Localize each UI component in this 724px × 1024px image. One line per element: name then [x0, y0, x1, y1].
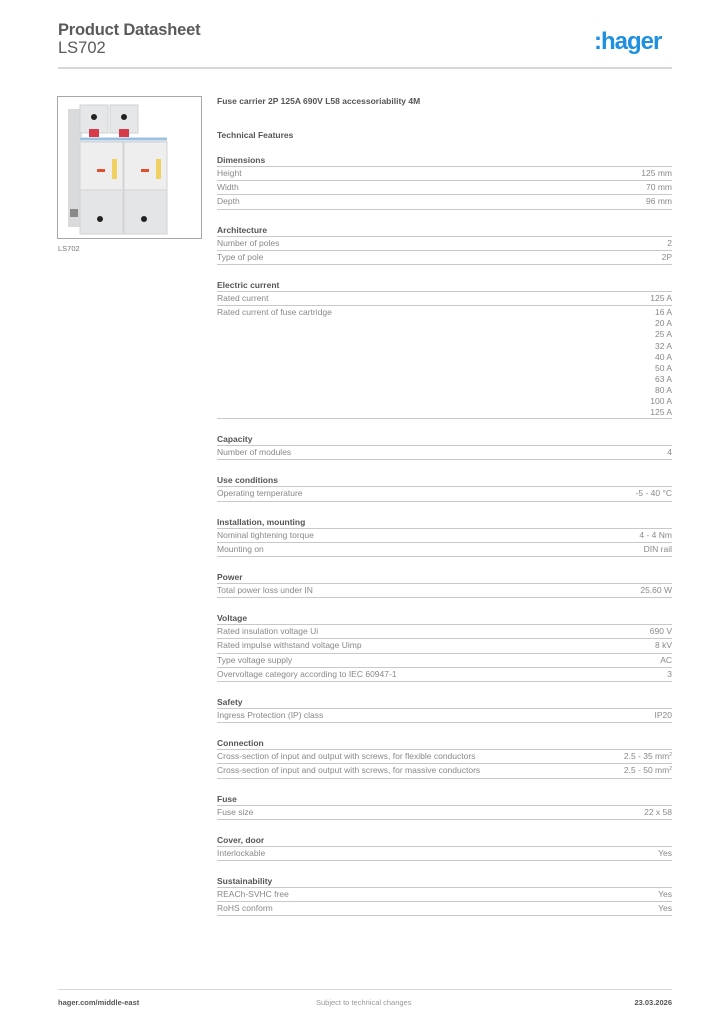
section-architecture	[217, 225, 672, 265]
section-electric-current	[217, 280, 672, 419]
spec-row: Depth 96 mm	[217, 195, 672, 209]
spec-row: Fuse size 22 x 58	[217, 806, 672, 820]
section-use-conditions	[217, 475, 672, 501]
spec-row: Ingress Protection (IP) class IP20	[217, 709, 672, 723]
spec-row: Cross-section of input and output with screws, for flexible conductors 2.5 - 35 $mm^2$	[217, 750, 672, 764]
page-title: Product Datasheet	[58, 21, 201, 39]
section-title: Voltage	[217, 613, 672, 625]
section-title: Dimensions	[217, 155, 672, 167]
spec-row: Rated impulse withstand voltage Uimp 8 kV	[217, 639, 672, 653]
spec-row: Width 70 mm	[217, 181, 672, 195]
spec-row: REACh-SVHC free Yes	[217, 888, 672, 902]
header-divider	[58, 67, 672, 69]
product-description: Fuse carrier 2P 125A 690V L58 accessoriability 4M	[217, 96, 421, 106]
product-reference: LS702	[58, 39, 106, 57]
spec-row: Mounting on DIN rail	[217, 543, 672, 557]
spec-row: Rated current 125 A	[217, 292, 672, 306]
footer-notice: Subject to technical changes	[316, 998, 412, 1007]
section-fuse	[217, 794, 672, 820]
section-title: Installation, mounting	[217, 517, 672, 529]
section-title: Architecture	[217, 225, 672, 237]
section-title: Cover, door	[217, 835, 672, 847]
section-title: Power	[217, 572, 672, 584]
hager-logo: :hager	[594, 28, 662, 55]
spec-row: Number of modules 4	[217, 446, 672, 460]
spec-row: Cross-section of input and output with screws, for massive conductors 2.5 - 50 $mm^2$	[217, 764, 672, 778]
section-cover-door	[217, 835, 672, 861]
section-title: Connection	[217, 738, 672, 750]
spec-row: Rated insulation voltage Ui 690 V	[217, 625, 672, 639]
spec-row: Type voltage supply AC	[217, 654, 672, 668]
spec-row: Nominal tightening torque 4 - 4 Nm	[217, 529, 672, 543]
section-capacity	[217, 434, 672, 460]
section-safety	[217, 697, 672, 723]
technical-features-heading: Technical Features	[217, 130, 294, 140]
fuse-carrier-illustration	[58, 97, 201, 238]
section-sustainability	[217, 876, 672, 916]
section-voltage	[217, 613, 672, 682]
spec-row: Type of pole 2P	[217, 251, 672, 265]
spec-row: Number of poles 2	[217, 237, 672, 251]
section-title: Fuse	[217, 794, 672, 806]
section-title: Capacity	[217, 434, 672, 446]
spec-row: RoHS conform Yes	[217, 902, 672, 916]
footer-divider	[58, 989, 672, 990]
spec-row-multi: Rated current of fuse cartridge 16 A 20 A 25 A 32 A 40 A 50 A 63 A 80 A 100 A 125 A	[217, 306, 672, 419]
section-title: Electric current	[217, 280, 672, 292]
spec-row: Interlockable Yes	[217, 847, 672, 861]
section-installation-mounting	[217, 517, 672, 557]
section-connection	[217, 738, 672, 778]
section-title: Use conditions	[217, 475, 672, 487]
product-image	[57, 96, 202, 239]
spec-row: Operating temperature -5 - 40 °C	[217, 487, 672, 501]
spec-row: Height 125 mm	[217, 167, 672, 181]
spec-row: Overvoltage category according to IEC 60947-1 3	[217, 668, 672, 682]
section-title: Safety	[217, 697, 672, 709]
section-dimensions	[217, 155, 672, 210]
fuse-cartridge-ratings: 16 A 20 A 25 A 32 A 40 A 50 A 63 A 80 A 100 A 125 A	[650, 307, 672, 418]
section-power	[217, 572, 672, 598]
footer-date: 23.03.2026	[634, 998, 672, 1007]
product-image-caption: LS702	[58, 244, 80, 253]
datasheet-content	[217, 96, 672, 916]
spec-row: Total power loss under IN 25.60 W	[217, 584, 672, 598]
section-title: Sustainability	[217, 876, 672, 888]
footer-website-link[interactable]: hager.com/middle-east	[58, 998, 140, 1007]
